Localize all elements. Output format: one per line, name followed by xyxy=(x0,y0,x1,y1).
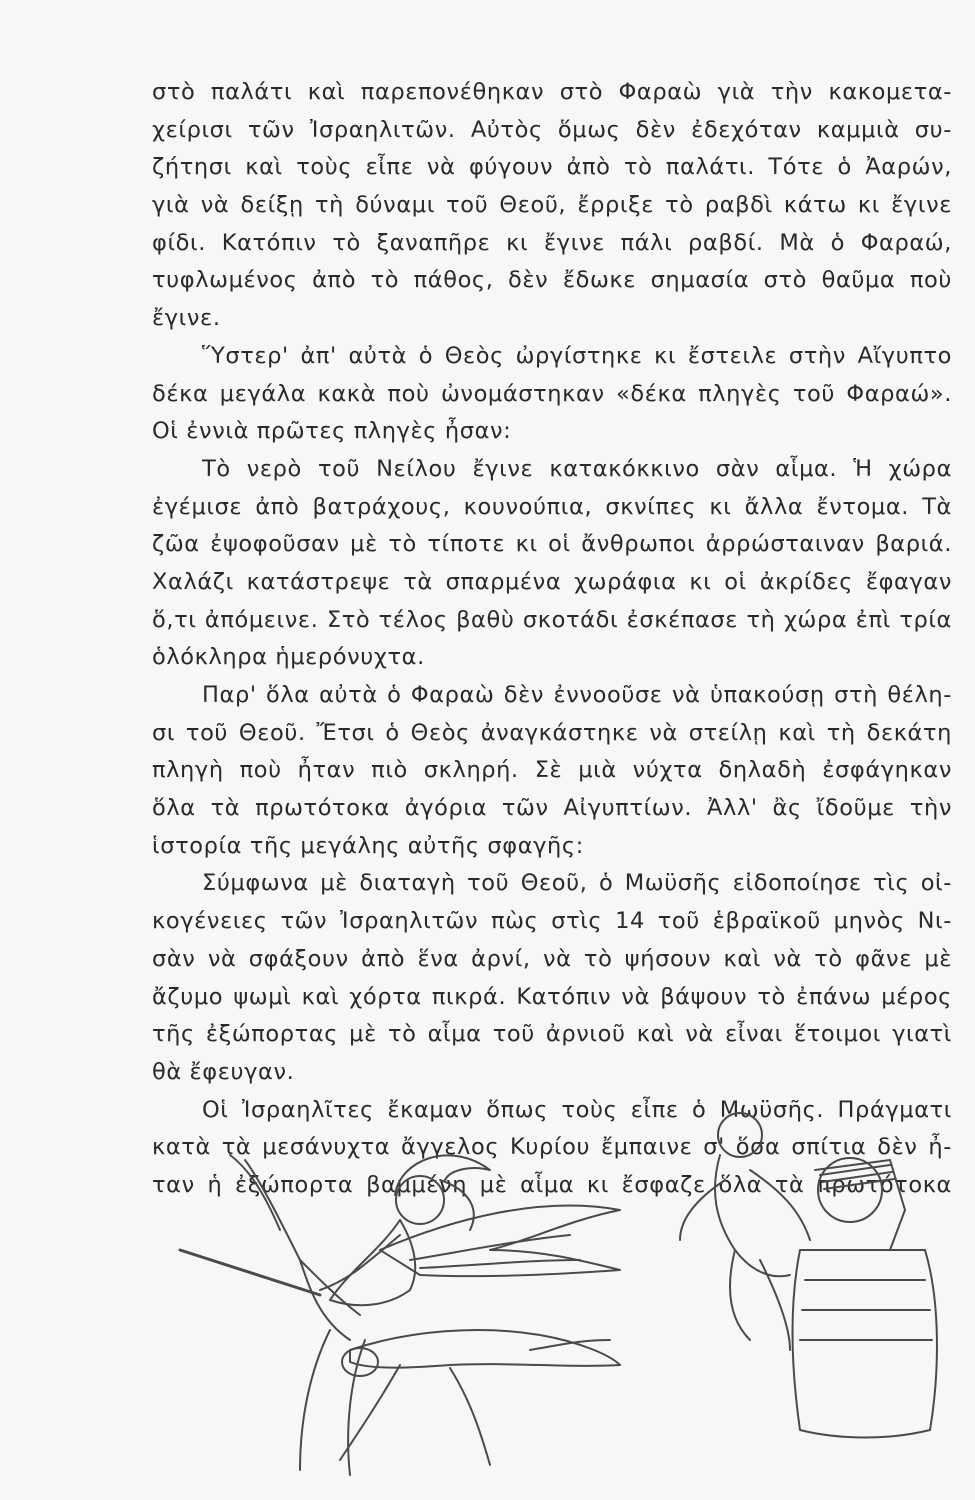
fallen-figure xyxy=(350,1330,620,1368)
child-head xyxy=(718,1113,762,1157)
text-line: σὰν νὰ σφάξουν ἀπὸ ἕνα ἀρνί, νὰ τὸ ψήσουν καὶ νὰ τὸ φᾶνε μὲ xyxy=(152,945,952,972)
text-line: Ὕστερ' ἀπ' αὐτὰ ὁ Θεὸς ὠργίστηκε κι ἔστειλε στὴν Αἴγυπτο xyxy=(202,342,952,369)
body-text xyxy=(152,74,952,1205)
text-line: σι τοῦ Θεοῦ. Ἔτσι ὁ Θεὸς ἀναγκάστηκε νὰ στείλῃ καὶ τὴ δεκάτη xyxy=(152,719,952,746)
text-line: Χαλάζι κατάστρεψε τὰ σπαρμένα χωράφια κι οἱ ἀκρίδες ἔφαγαν xyxy=(152,568,952,595)
text-line: Οἱ ἐννιὰ πρῶτες πληγὲς ἦσαν: xyxy=(152,418,512,445)
angel-of-death-illustration xyxy=(150,1100,950,1490)
text-line: τῆς ἐξώπορτας μὲ τὸ αἷμα τοῦ ἀρνιοῦ καὶ νὰ εἶναι ἕτοιμοι γιατὶ xyxy=(152,1021,952,1048)
text-line: θὰ ἔφευγαν. xyxy=(152,1058,295,1085)
text-line: ἄζυμο ψωμὶ καὶ χόρτα πικρά. Κατόπιν νὰ βάψουν τὸ ἐπάνω μέρος xyxy=(152,983,952,1010)
text-line: ὅ,τι ἀπόμεινε. Στὸ τέλος βαθὺ σκοτάδι ἐσκέπασε τὴ χώρα ἐπὶ τρία xyxy=(152,606,952,633)
text-line: ζήτησι καὶ τοὺς εἶπε νὰ φύγουν ἀπὸ τὸ παλάτι. Τότε ὁ Ἀαρών, xyxy=(152,154,952,181)
text-line: Σύμφωνα μὲ διαταγὴ τοῦ Θεοῦ, ὁ Μωϋσῆς εἰδοποίησε τὶς οἰ- xyxy=(202,870,952,897)
text-line: κογένειες τῶν Ἰσραηλιτῶν πὼς στὶς 14 τοῦ ἑβραϊκοῦ μηνὸς Νι- xyxy=(152,908,952,935)
text-line: δέκα μεγάλα κακὰ ποὺ ὠνομάστηκαν «δέκα πληγὲς τοῦ Φαραώ». xyxy=(152,380,952,407)
text-line: Παρ' ὅλα αὐτὰ ὁ Φαραὼ δὲν ἐννοοῦσε νὰ ὑπακούσῃ στὴ θέλη- xyxy=(202,682,952,708)
text-line: ταν ἡ ἐξώπορτα βαμμένη μὲ αἷμα κι ἔσφαζε ὅλα τὰ πρωτότοκα xyxy=(152,1171,952,1198)
text-line: κατὰ τὰ μεσάνυχτα ἄγγελος Κυρίου ἔμπαινε σ' ὅσα σπίτια δὲν ἦ- xyxy=(152,1134,952,1161)
text-line: χείρισι τῶν Ἰσραηλιτῶν. Αὐτὸς ὅμως δὲν ἐδεχόταν καμμιὰ συ- xyxy=(152,116,952,143)
text-line: ζῶα ἐψοφοῦσαν μὲ τὸ τίποτε κι οἱ ἄνθρωποι ἀρρώσταιναν βαριά. xyxy=(152,531,952,558)
text-line: ὁλόκληρα ἡμερόνυχτα. xyxy=(152,644,425,671)
text-line: ἱστορία τῆς μεγάλης αὐτῆς σφαγῆς: xyxy=(152,832,584,859)
text-line: Οἱ Ἰσραηλῖτες ἔκαμαν ὅπως τοὺς εἶπε ὁ Μωϋσῆς. Πράγματι xyxy=(202,1096,952,1123)
angel-head xyxy=(396,1176,444,1224)
text-line: ἔγινε. xyxy=(152,305,221,332)
father-robe xyxy=(793,1250,937,1438)
angel-robe xyxy=(330,1220,415,1305)
text-line: φίδι. Κατόπιν τὸ ξαναπῆρε κι ἔγινε πάλι ραβδί. Μὰ ὁ Φαραώ, xyxy=(152,229,952,256)
text-line: ἐγέμισε ἀπὸ βατράχους, κουνούπια, σκνίπες κι ἄλλα ἔντομα. Τὰ xyxy=(152,493,952,520)
text-line: Τὸ νερὸ τοῦ Νείλου ἔγινε κατακόκκινο σὰν αἷμα. Ἡ χώρα xyxy=(202,455,952,482)
text-line: πληγὴ ποὺ ἦταν πιὸ σκληρή. Σὲ μιὰ νύχτα δηλαδὴ ἐσφάγηκαν xyxy=(152,757,952,784)
text-line: γιὰ νὰ δείξῃ τὴ δύναμι τοῦ Θεοῦ, ἔρριξε τὸ ραβδὶ κάτω κι ἔγινε xyxy=(152,192,952,219)
text-line: τυφλωμένος ἀπὸ τὸ πάθος, δὲν ἔδωκε σημασία στὸ θαῦμα ποὺ xyxy=(152,267,952,294)
text-line: στὸ παλάτι καὶ παρεπονέθηκαν στὸ Φαραὼ γιὰ τὴν κακομετα- xyxy=(152,79,952,105)
text-line: ὅλα τὰ πρωτότοκα ἀγόρια τῶν Αἰγυπτίων. Ἀλλ' ἂς ἴδοῦμε τὴν xyxy=(152,795,952,822)
